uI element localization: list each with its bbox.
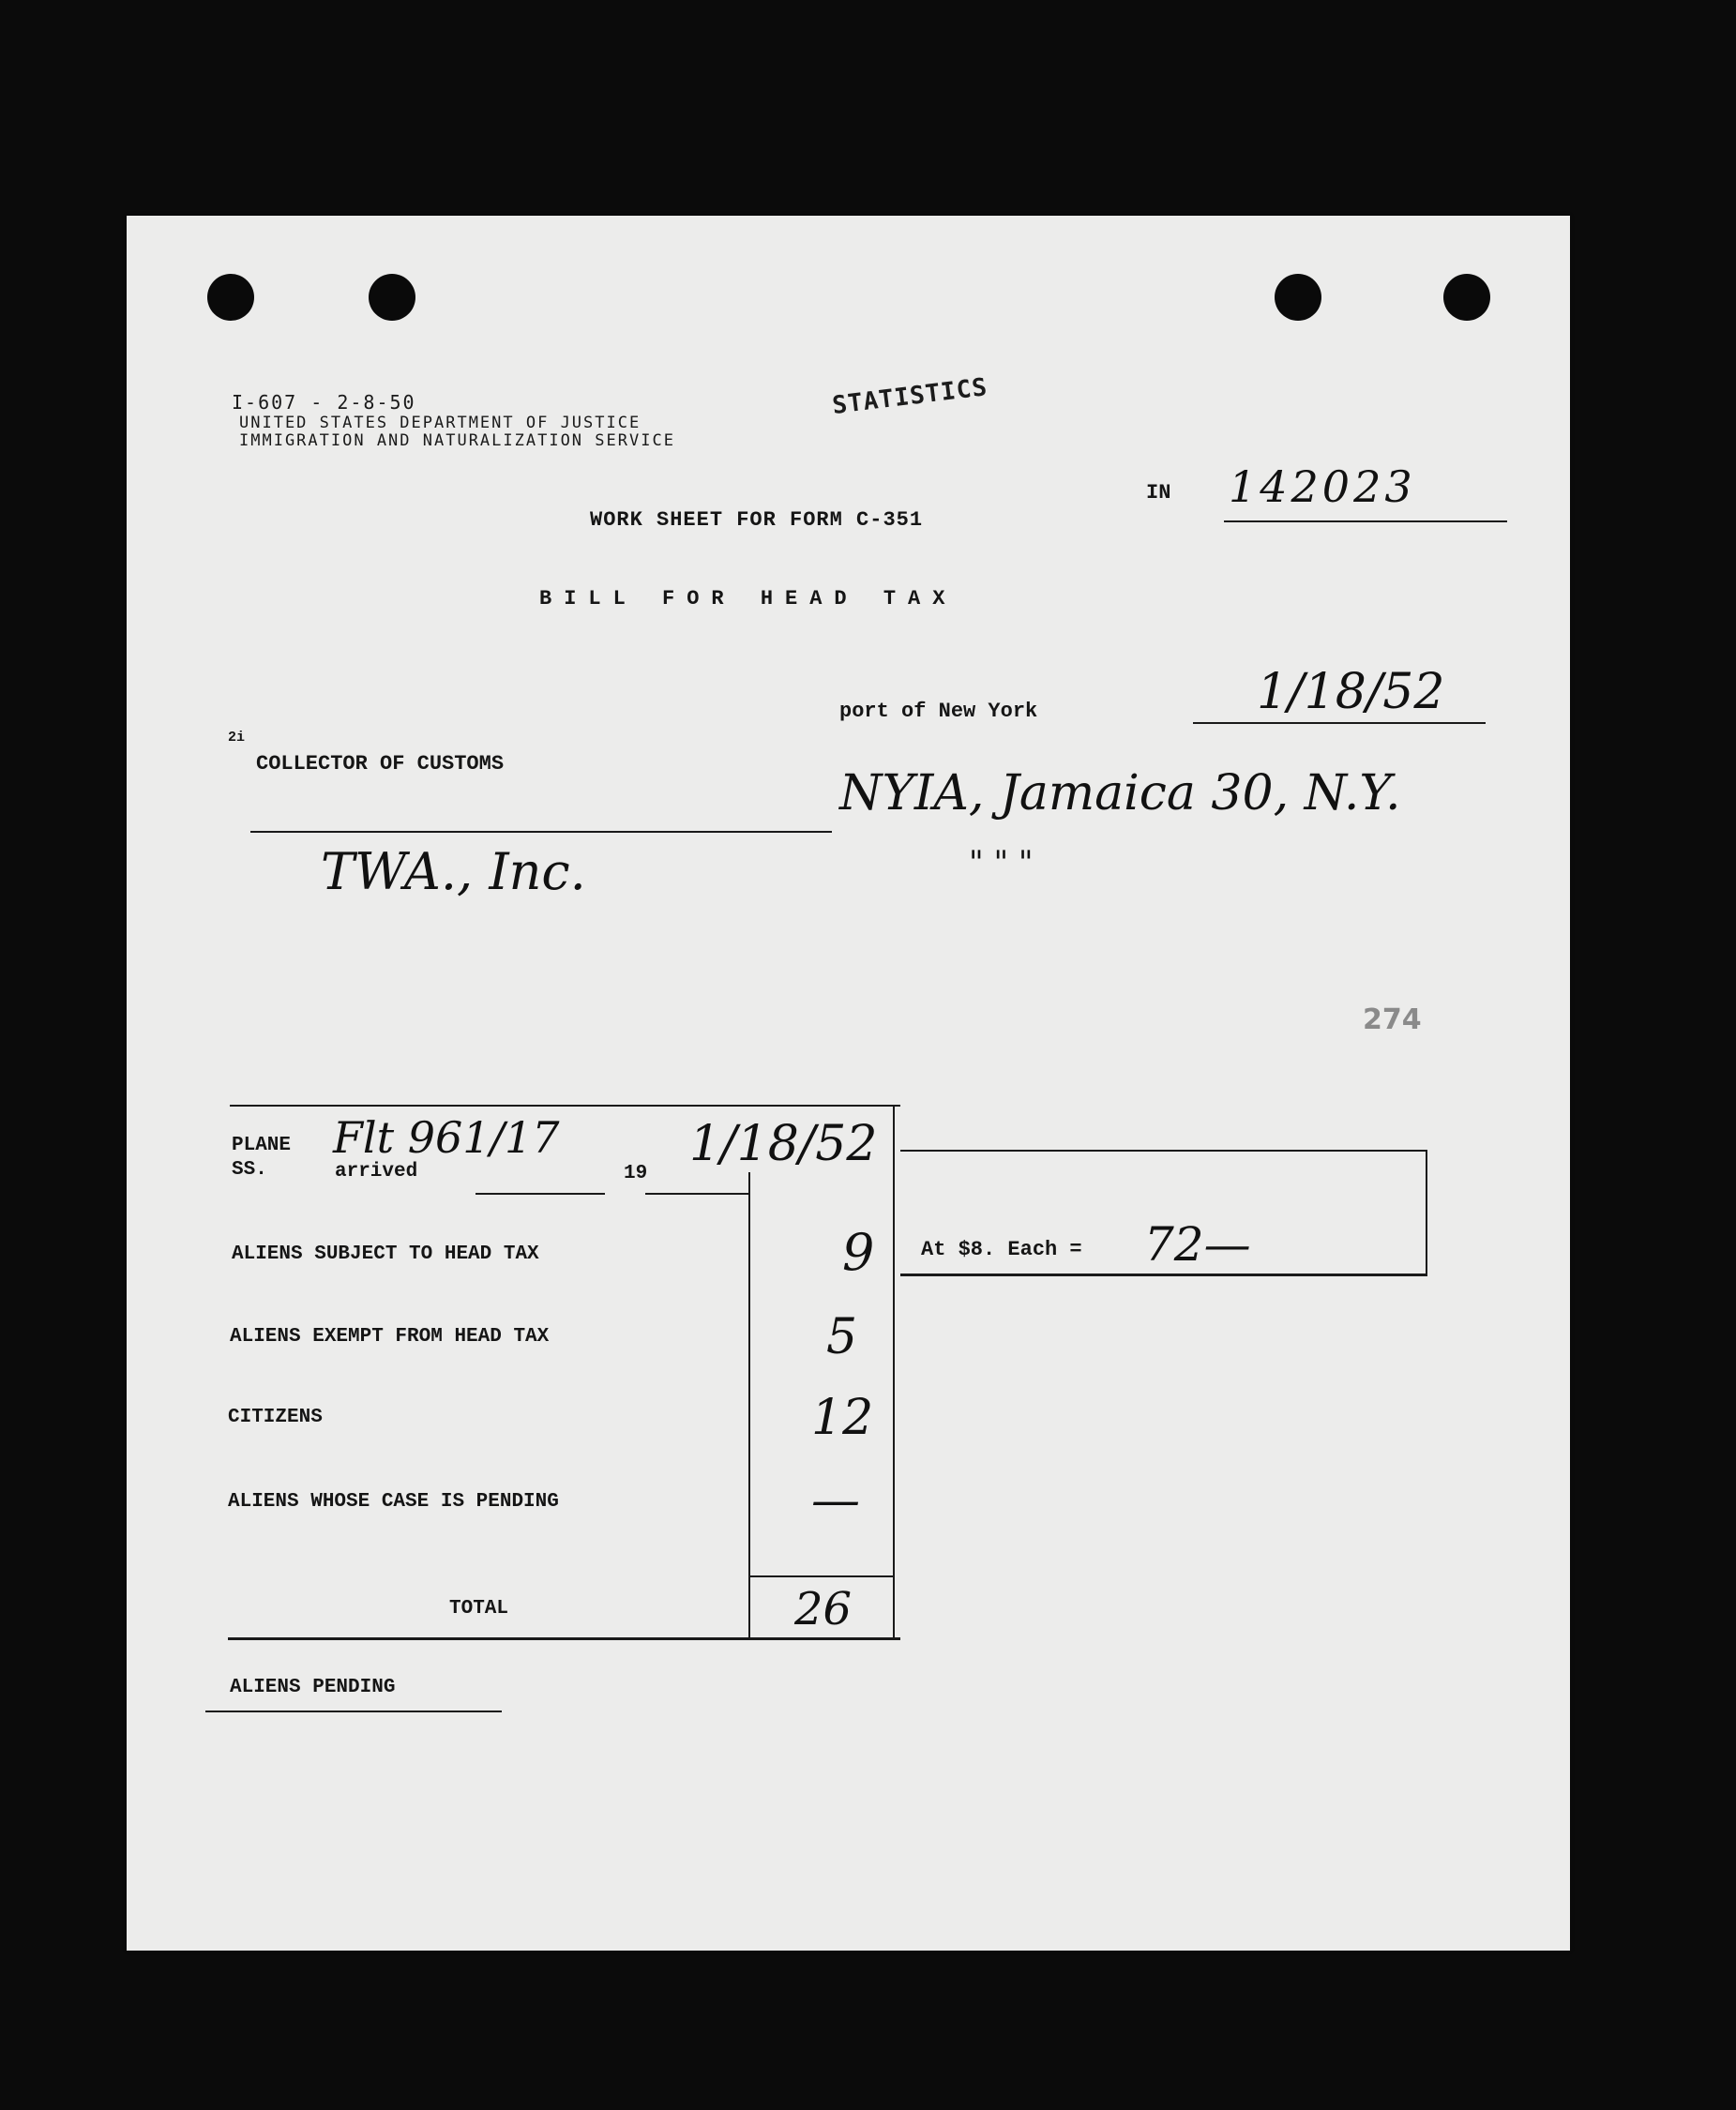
arrived-underline (476, 1193, 605, 1195)
port-location: NYIA, Jamaica 30, N.Y. (839, 765, 1401, 821)
in-label: IN (1146, 481, 1171, 505)
table-right-border (893, 1107, 895, 1639)
row-label-exempt: ALIENS EXEMPT FROM HEAD TAX (230, 1326, 550, 1348)
worksheet-title: WORK SHEET FOR FORM C-351 (590, 508, 924, 532)
table-bottom-border (228, 1637, 900, 1640)
total-label: TOTAL (449, 1598, 509, 1620)
aliens-pending-label: ALIENS PENDING (230, 1677, 396, 1698)
date-underline (1193, 722, 1486, 724)
tax-box-top (900, 1150, 1427, 1152)
collector-underline (250, 831, 832, 833)
ditto-marks: " " " (969, 844, 1034, 882)
tax-box-label: At $8. Each = (921, 1238, 1082, 1261)
punch-hole-1 (207, 274, 254, 321)
punch-hole-3 (1275, 274, 1321, 321)
arrival-date: 1/18/52 (689, 1116, 878, 1172)
year-underline (645, 1193, 748, 1195)
page-number: 274 (1363, 1003, 1422, 1036)
port-label: port of New York (839, 700, 1038, 723)
in-number-underline (1224, 520, 1507, 522)
tax-box-value: 72— (1144, 1217, 1251, 1272)
table-column-divider (748, 1172, 750, 1639)
agency-line-2: IMMIGRATION AND NATURALIZATION SERVICE (239, 431, 675, 450)
flight-number: Flt 961/17 (333, 1112, 560, 1163)
arrived-label: arrived (335, 1161, 418, 1183)
collector-of-customs: COLLECTOR OF CUSTOMS (256, 752, 505, 776)
punch-hole-4 (1443, 274, 1490, 321)
row-label-pending: ALIENS WHOSE CASE IS PENDING (228, 1491, 559, 1513)
row-value-exempt: 5 (826, 1309, 858, 1365)
tax-box-right (1426, 1150, 1427, 1275)
row-value-subject: 9 (842, 1223, 875, 1282)
plane-label: PLANE (232, 1135, 292, 1156)
year-prefix: 19 (624, 1163, 648, 1184)
row-label-citizens: CITIZENS (228, 1407, 323, 1428)
ss-label: SS. (232, 1159, 267, 1181)
table-top-border (230, 1105, 900, 1107)
to-mark: 2i (228, 730, 246, 746)
statistics-stamp: STATISTICS (830, 372, 989, 421)
bill-title: BILL FOR HEAD TAX (539, 587, 958, 610)
in-number: 142023 (1229, 461, 1416, 512)
carrier-company: TWA., Inc. (321, 842, 586, 901)
tax-box-bottom (900, 1274, 1427, 1276)
document-page (127, 216, 1570, 1951)
agency-line-1: UNITED STATES DEPARTMENT OF JUSTICE (239, 414, 642, 432)
aliens-pending-underline (205, 1711, 502, 1712)
row-label-subject: ALIENS SUBJECT TO HEAD TAX (232, 1243, 539, 1265)
total-separator (750, 1575, 893, 1577)
bill-date: 1/18/52 (1257, 664, 1445, 720)
form-code: I-607 - 2-8-50 (232, 391, 416, 414)
row-value-pending: — (811, 1472, 860, 1529)
total-value: 26 (794, 1583, 853, 1635)
row-value-citizens: 12 (811, 1390, 874, 1446)
punch-hole-2 (369, 274, 415, 321)
